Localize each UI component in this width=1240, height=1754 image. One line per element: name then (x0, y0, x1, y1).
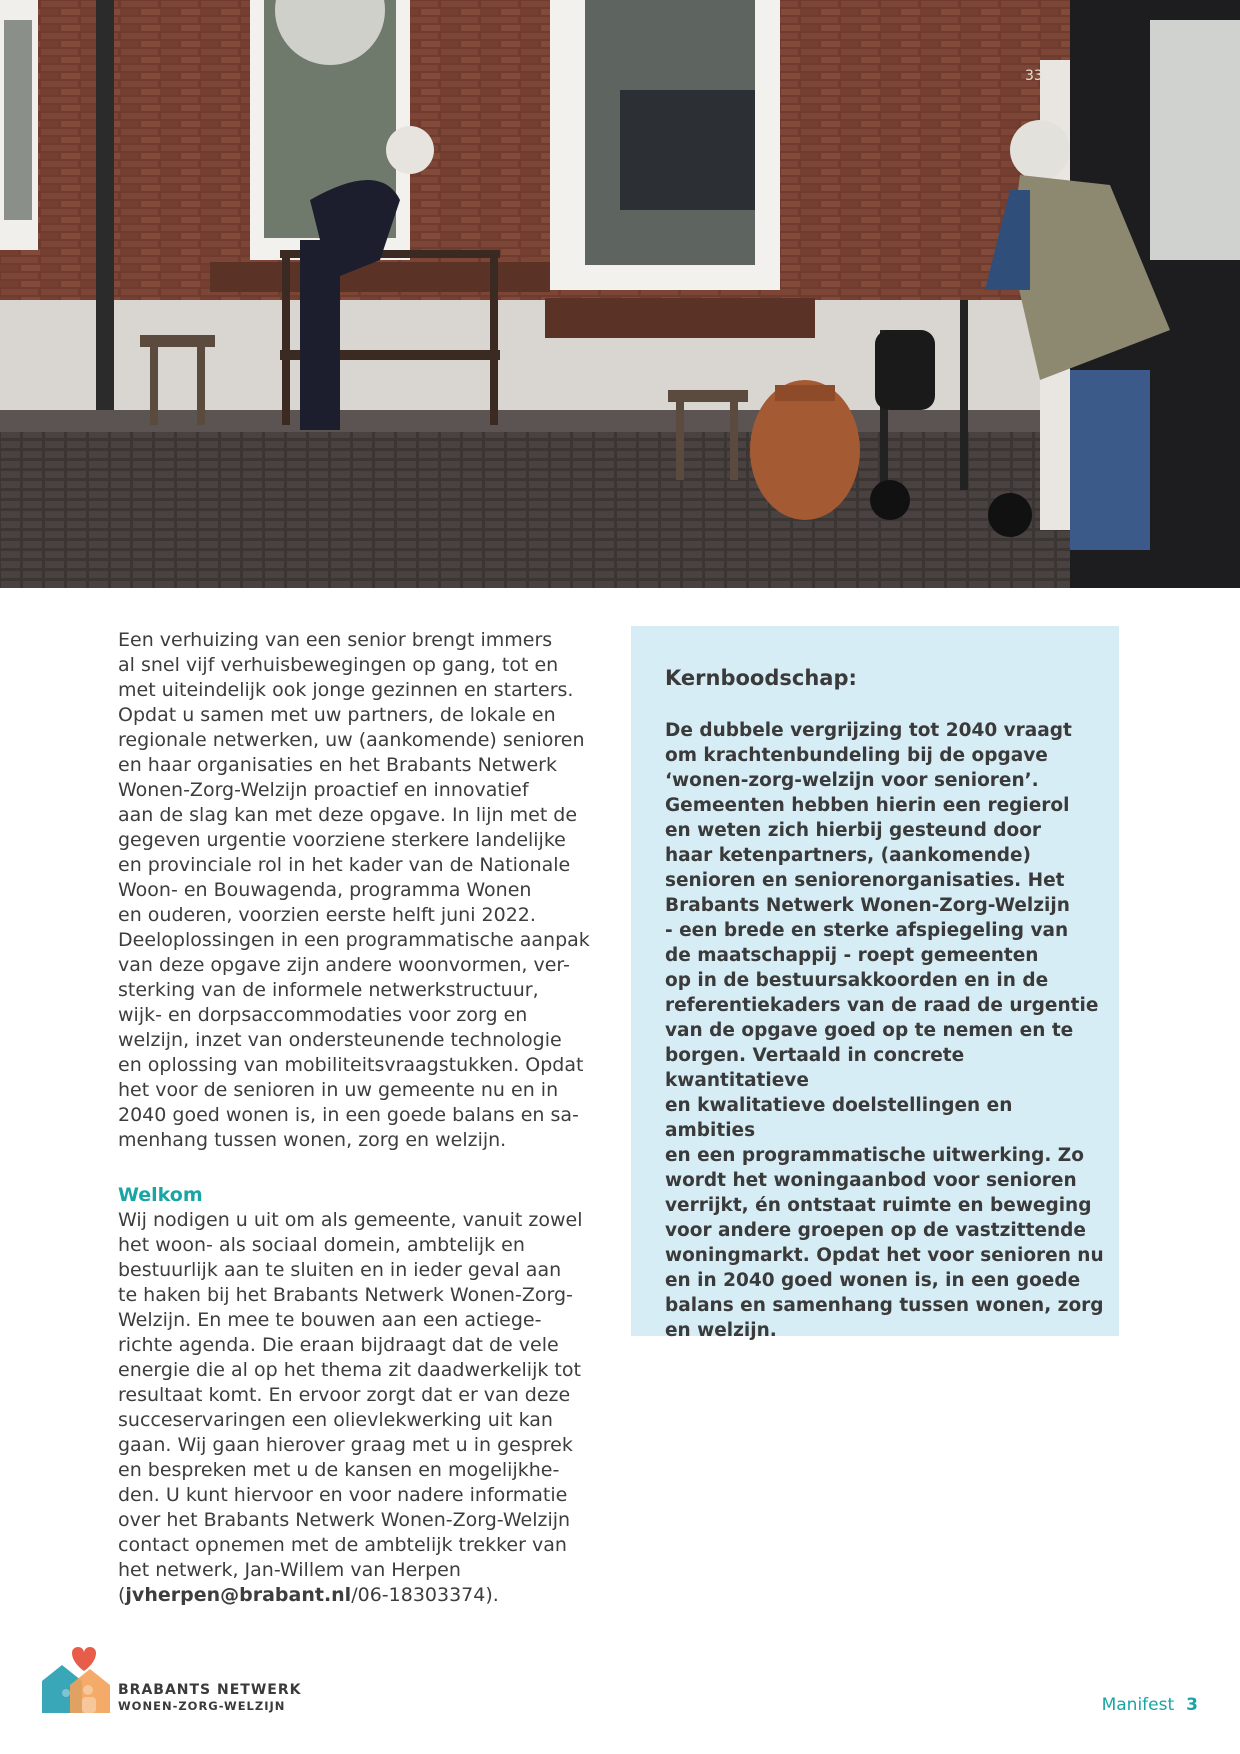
contact-email-link[interactable]: jvherpen@brabant.nl (125, 1584, 352, 1606)
contact-phone: /06-18303374). (351, 1584, 499, 1606)
welkom-text: Wij nodigen u uit om als gemeente, vanuit zowel het woon- als sociaal domein, ambtelijk en bestuurlijk aan te sluiten en in ieder geval aan te haken bij het Brabants Netwerk Wonen-Zorg- Welzijn. En mee te bouwen aan een actiege- richte agenda. Die eraan bijdraagt dat de vele energie die al op het thema zit daadwerkelijk tot resultaat komt. En ervoor zorgt dat er van deze succeservaringen een olievlekwerking uit kan gaan. Wij gaan hierover graag met u in gesprek en bespreken met u de kansen en mogelijkhe- den. U kunt hiervoor en voor nadere informatie over het Brabants Netwerk Wonen-Zorg-Welzijn contact opnemen met de ambtelijk trekker van het netwerk, Jan-Willem van Herpen (118, 1209, 583, 1581)
brand-logo-text (118, 1682, 301, 1714)
kernboodschap-title: Kernboodschap: (665, 666, 857, 690)
contact-open: ( (118, 1584, 126, 1606)
house-number: 33 (1025, 68, 1043, 84)
welkom-heading: Welkom (118, 1184, 203, 1206)
intro-paragraph: Een verhuizing van een senior brengt immers al snel vijf verhuisbewegingen op gang, tot en met uiteindelijk ook jonge gezinnen en starters. Opdat u samen met uw partners, de lokale en regionale netwerken, uw (aankomende) senioren en haar organisaties en het Brabants Netwerk Wonen-Zorg-Welzijn proactief en innovatief aan de slag kan met deze opgave. In lijn met de gegeven urgentie voorziene sterkere landelijke en provinciale rol in het kader van de Nationale Woon- en Bouwagenda, programma Wonen en ouderen, voorzien eerste helft juni 2022. Deeloplossingen in een programmatische aanpak van deze opgave zijn andere woonvormen, ver- sterking van de informele netwerkstructuur, wijk- en dorpsaccommodaties voor zorg en welzijn, inzet van ondersteunende technologie en oplossing van mobiliteitsvraagstukken. Opdat het voor de senioren in uw gemeente nu en in 2040 goed wonen is, in een goede balans en sa- menhang tussen wonen, zorg en welzijn. (118, 629, 590, 1151)
doc-label: Manifest (1101, 1695, 1175, 1715)
main-text-column (118, 628, 618, 1608)
page-footer (1102, 1695, 1198, 1715)
kernboodschap-box (631, 626, 1119, 1341)
logo-line-1: BRABANTS NETWERK (118, 1682, 302, 1698)
hero-photo (0, 0, 1240, 588)
brand-logo-icon (40, 1645, 120, 1715)
logo-line-2: WONEN-ZORG-WELZIJN (118, 1699, 286, 1713)
kernboodschap-body: De dubbele vergrijzing tot 2040 vraagt om krachtenbundeling bij de opgave ‘wonen-zorg-welzijn voor senioren’. Gemeenten hebben hierin een regierol en weten zich hierbij gesteund door haar ketenpartners, (aankomende) senioren en seniorenorganisaties. Het Brabants Netwerk Wonen-Zorg-Welzijn - een brede en sterke afspiegeling van de maatschappij - roept gemeenten op in de bestuursakkoorden en in de referentiekaders van de raad de urgentie van de opgave goed op te nemen en te borgen. Vertaald in concrete kwantitatieve en kwalitatieve doelstellingen en ambities en een programmatische uitwerking. Zo wordt het woningaanbod voor senioren verrijkt, én ontstaat ruimte en beweging voor andere groepen op de vastzittende woningmarkt. Opdat het voor senioren nu en in 2040 goed wonen is, in een goede balans en samenhang tussen wonen, zorg en welzijn. (665, 720, 1104, 1341)
welkom-paragraph (118, 1208, 618, 1608)
page-number: 3 (1186, 1695, 1198, 1715)
